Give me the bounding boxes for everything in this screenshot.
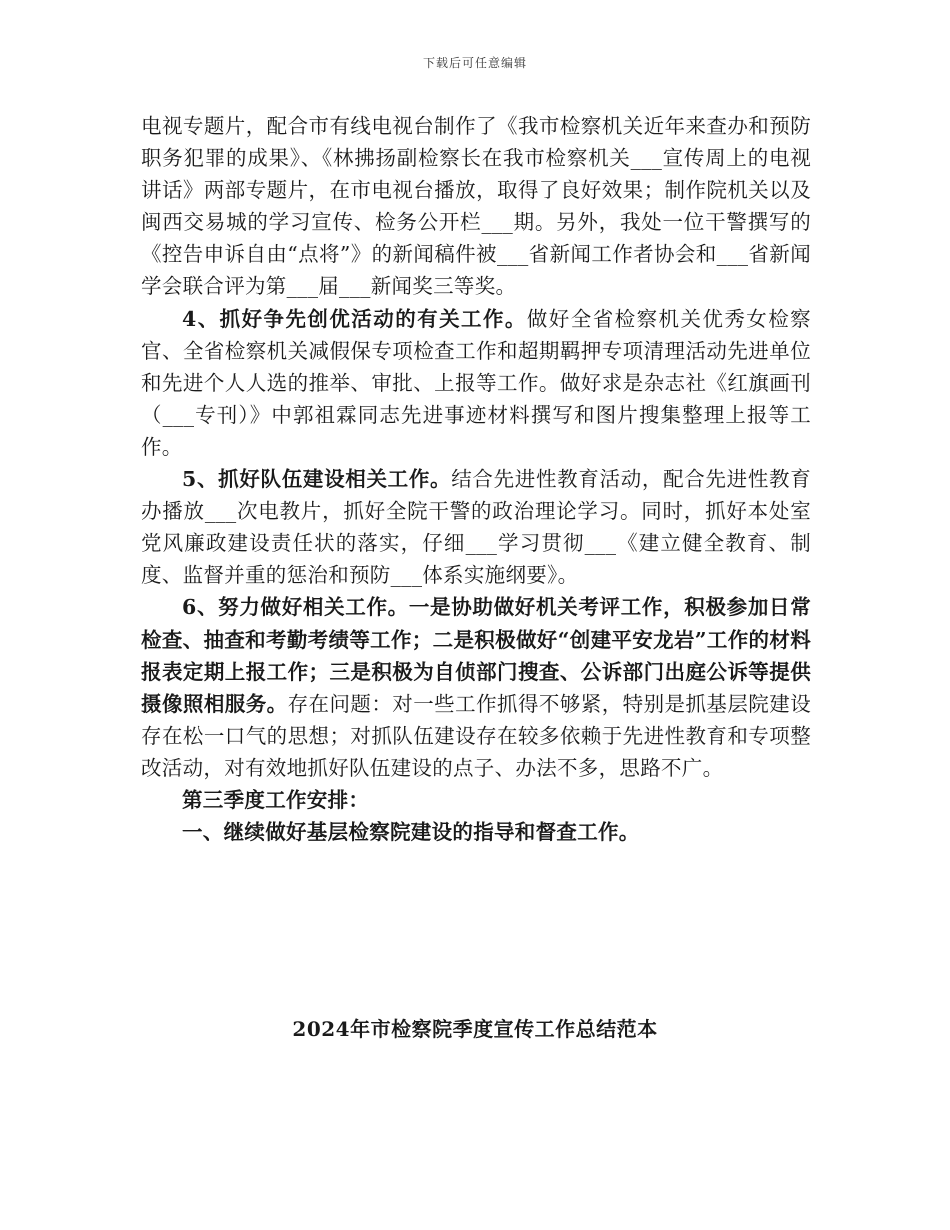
document-title: 2024年市检察院季度宣传工作总结范本: [292, 1017, 658, 1041]
paragraph-tv-programs: 电视专题片，配合市有线电视台制作了《我市检察机关近年来查办和预防职务犯罪的成果》、《林拂扬副检察长在我市检察机关___宣传周上的电视讲话》两部专题片，在市电视台播放，取得了良好效果；制作院机关以及闽西交易城的学习宣传、检务公开栏___期。另外，我处一位干警撰写的《控告申诉自由“点将”》的新闻稿件被___省新闻工作者协会和___省新闻学会联合评为第___届___新闻奖三等奖。: [141, 114, 811, 299]
paragraph-lead: 4、抓好争先创优活动的有关工作。: [182, 306, 527, 331]
paragraph-text: 存在问题：对一些工作抓得不够紧，特别是抓基层院建设存在松一口气的思想；对抓队伍建设存在较多依赖于先进性教育和专项整改活动，对有效地抓好队伍建设的点子、办法不多，思路不广。: [141, 691, 811, 780]
paragraph-related-work: [141, 591, 811, 784]
document-body: [141, 110, 811, 848]
paragraph-text: 做好全省检察机关优秀女检察官、全省检察机关减假保专项检查工作和超期羁押专项清理活动先进单位和先进个人人选的推举、审批、上报等工作。做好求是杂志社《红旗画刊（___专刊）》中郭祖霖同志先进事迹材料撰写和图片搜集整理上报等工作。: [141, 306, 811, 459]
paragraph-team-building: [141, 463, 811, 591]
paragraph-excellence-activities: [141, 303, 811, 463]
page-header: 下载后可任意编辑: [422, 56, 527, 70]
section-heading-q3-plan: 第三季度工作安排：: [182, 787, 370, 812]
paragraph-lead: 6、努力做好相关工作。一是协助做好机关考评工作，积极参加日常检查、抽查和考勤考绩等工作；二是积极做好“创建平安龙岩”工作的材料报表定期上报工作；三是积极为自侦部门搜查、公诉部门出庭公诉等提供摄像照相服务。: [141, 595, 811, 716]
paragraph-text: 结合先进性教育活动，配合先进性教育办播放___次电教片，抓好全院干警的政治理论学习。同时，抓好本处室党风廉政建设责任状的落实，仔细___学习贯彻___《建立健全教育、制度、监督并重的惩治和预防___体系实施纲要》。: [141, 467, 811, 588]
paragraph-lead: 5、抓好队伍建设相关工作。: [182, 467, 452, 492]
section-heading-item-one: 一、继续做好基层检察院建设的指导和督查工作。: [182, 820, 640, 845]
